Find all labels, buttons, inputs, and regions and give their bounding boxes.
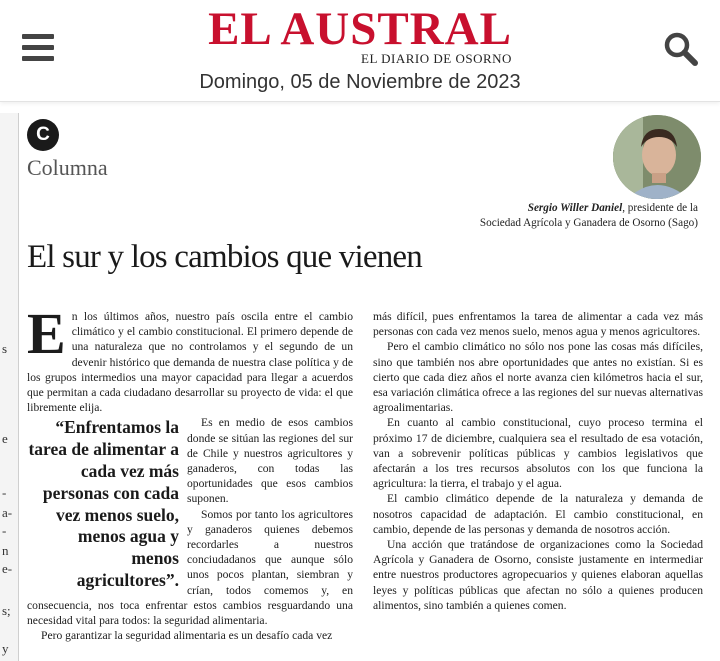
body-paragraph: Somos por tanto los agricultores y ganaderos quienes debemos recordarles a nuestros conciudadanos que aunque sólo unos pocos plantan, siembran y crían, todos comemos y, en consecuencia, nos toca enfrentar estos cambios resguardando una necesidad vital para todos: la seguridad alimentaria. (27, 507, 353, 628)
author-name: Sergio Willer Daniel (527, 202, 623, 214)
scrap-text: n (2, 543, 9, 558)
byline (378, 201, 698, 231)
pull-quote: “Enfrentamos la tarea de alimentar a cada vez más personas con cada vez menos suelo, menos agua y menos agricultores”. (28, 417, 179, 590)
adjacent-page-edge (0, 113, 18, 661)
body-paragraph: Pero el cambio climático no sólo nos pone las cosas más difíciles, sino que también nos abre oportunidades que antes no existían. Si es cierto que cada diez años el norte avanza cien kilómetros hacia el sur, esa variación climática ofrece a las regiones del sur nuevas alternativas agroalimentarias. (373, 340, 703, 415)
scrap-text: s; (2, 603, 11, 618)
headline: El sur y los cambios que vienen (27, 239, 422, 275)
section-label: Columna (27, 155, 108, 180)
article-column-right (373, 309, 703, 654)
author-photo (613, 115, 701, 199)
scrap-text: - (2, 523, 7, 538)
edition-date: Domingo, 05 de Noviembre de 2023 (199, 71, 521, 93)
scrap-text: a- (2, 505, 13, 520)
column-badge: C (27, 119, 59, 151)
scrap-text: e (2, 431, 8, 446)
brand-subtitle: EL DIARIO DE OSORNO (361, 51, 512, 66)
scrap-text: y (2, 641, 9, 656)
author-organization: Sociedad Agrícola y Ganadera de Osorno (Sago) (479, 217, 698, 229)
brand-logo[interactable] (208, 3, 512, 66)
scrap-text: - (2, 485, 7, 500)
scrap-text: e- (2, 561, 13, 576)
dropcap: E (27, 301, 66, 366)
scrap-text: s (2, 341, 8, 356)
article-column-left (27, 301, 353, 654)
brand-title: EL AUSTRAL (208, 3, 512, 55)
top-bar (0, 0, 720, 102)
body-paragraph: Una acción que tratándose de organizaciones como la Sociedad Agrícola y Ganadera de Osorno, consiste justamente en intermediar entre nuestros productores agropecuarios y quienes elaboran aquellas leyes y políticas públicas que afectan no sólo a quienes producen alimentos, sino también a quienes comen. (373, 538, 703, 612)
body-paragraph: más difícil, pues enfrentamos la tarea de alimentar a cada vez más personas con cada vez menos suelo, menos agua y menos agricultores. (373, 310, 703, 339)
body-paragraph: El cambio climático depende de la naturaleza y demanda de nosotros capacidad de adaptación. El cambio constitucional, en cambio, depende de las personas y demanda de nosotros acción. (373, 492, 703, 536)
article-clipping (18, 113, 720, 661)
author-role: , presidente de la (622, 202, 698, 214)
masthead (0, 3, 720, 94)
body-paragraph: Pero garantizar la seguridad alimentaria es un desafío cada vez (41, 629, 333, 643)
search-icon[interactable] (662, 30, 700, 68)
intro-paragraph: n los últimos años, nuestro país oscila entre el cambio climático y el cambio constitucional. El primero depende de una naturaleza que no controlamos y el segundo de un devenir histórico que demanda de nuestra clase política y de los grupos intermedios una mayor capacidad para llegar a acuerdos que permitan a cada ciudadano desarrollar su proyecto de vida: el que libremente elija. (27, 310, 353, 415)
body-paragraph: Es en medio de esos cambios donde se sitúan las regiones del sur de Chile y nuestros agricultores y ganaderos, con todas las oportunidades que esos cambios suponen. (187, 416, 353, 506)
body-paragraph: En cuanto al cambio constitucional, cuyo proceso termina el próximo 17 de diciembre, cualquiera sea el resultado de esa votación, van a sobrevenir políticas públicas y cambios legislativos que afectarán a los tres recursos absolutos con los que funciona la agricultura: la tierra, el trabajo y el agua. (373, 416, 703, 491)
